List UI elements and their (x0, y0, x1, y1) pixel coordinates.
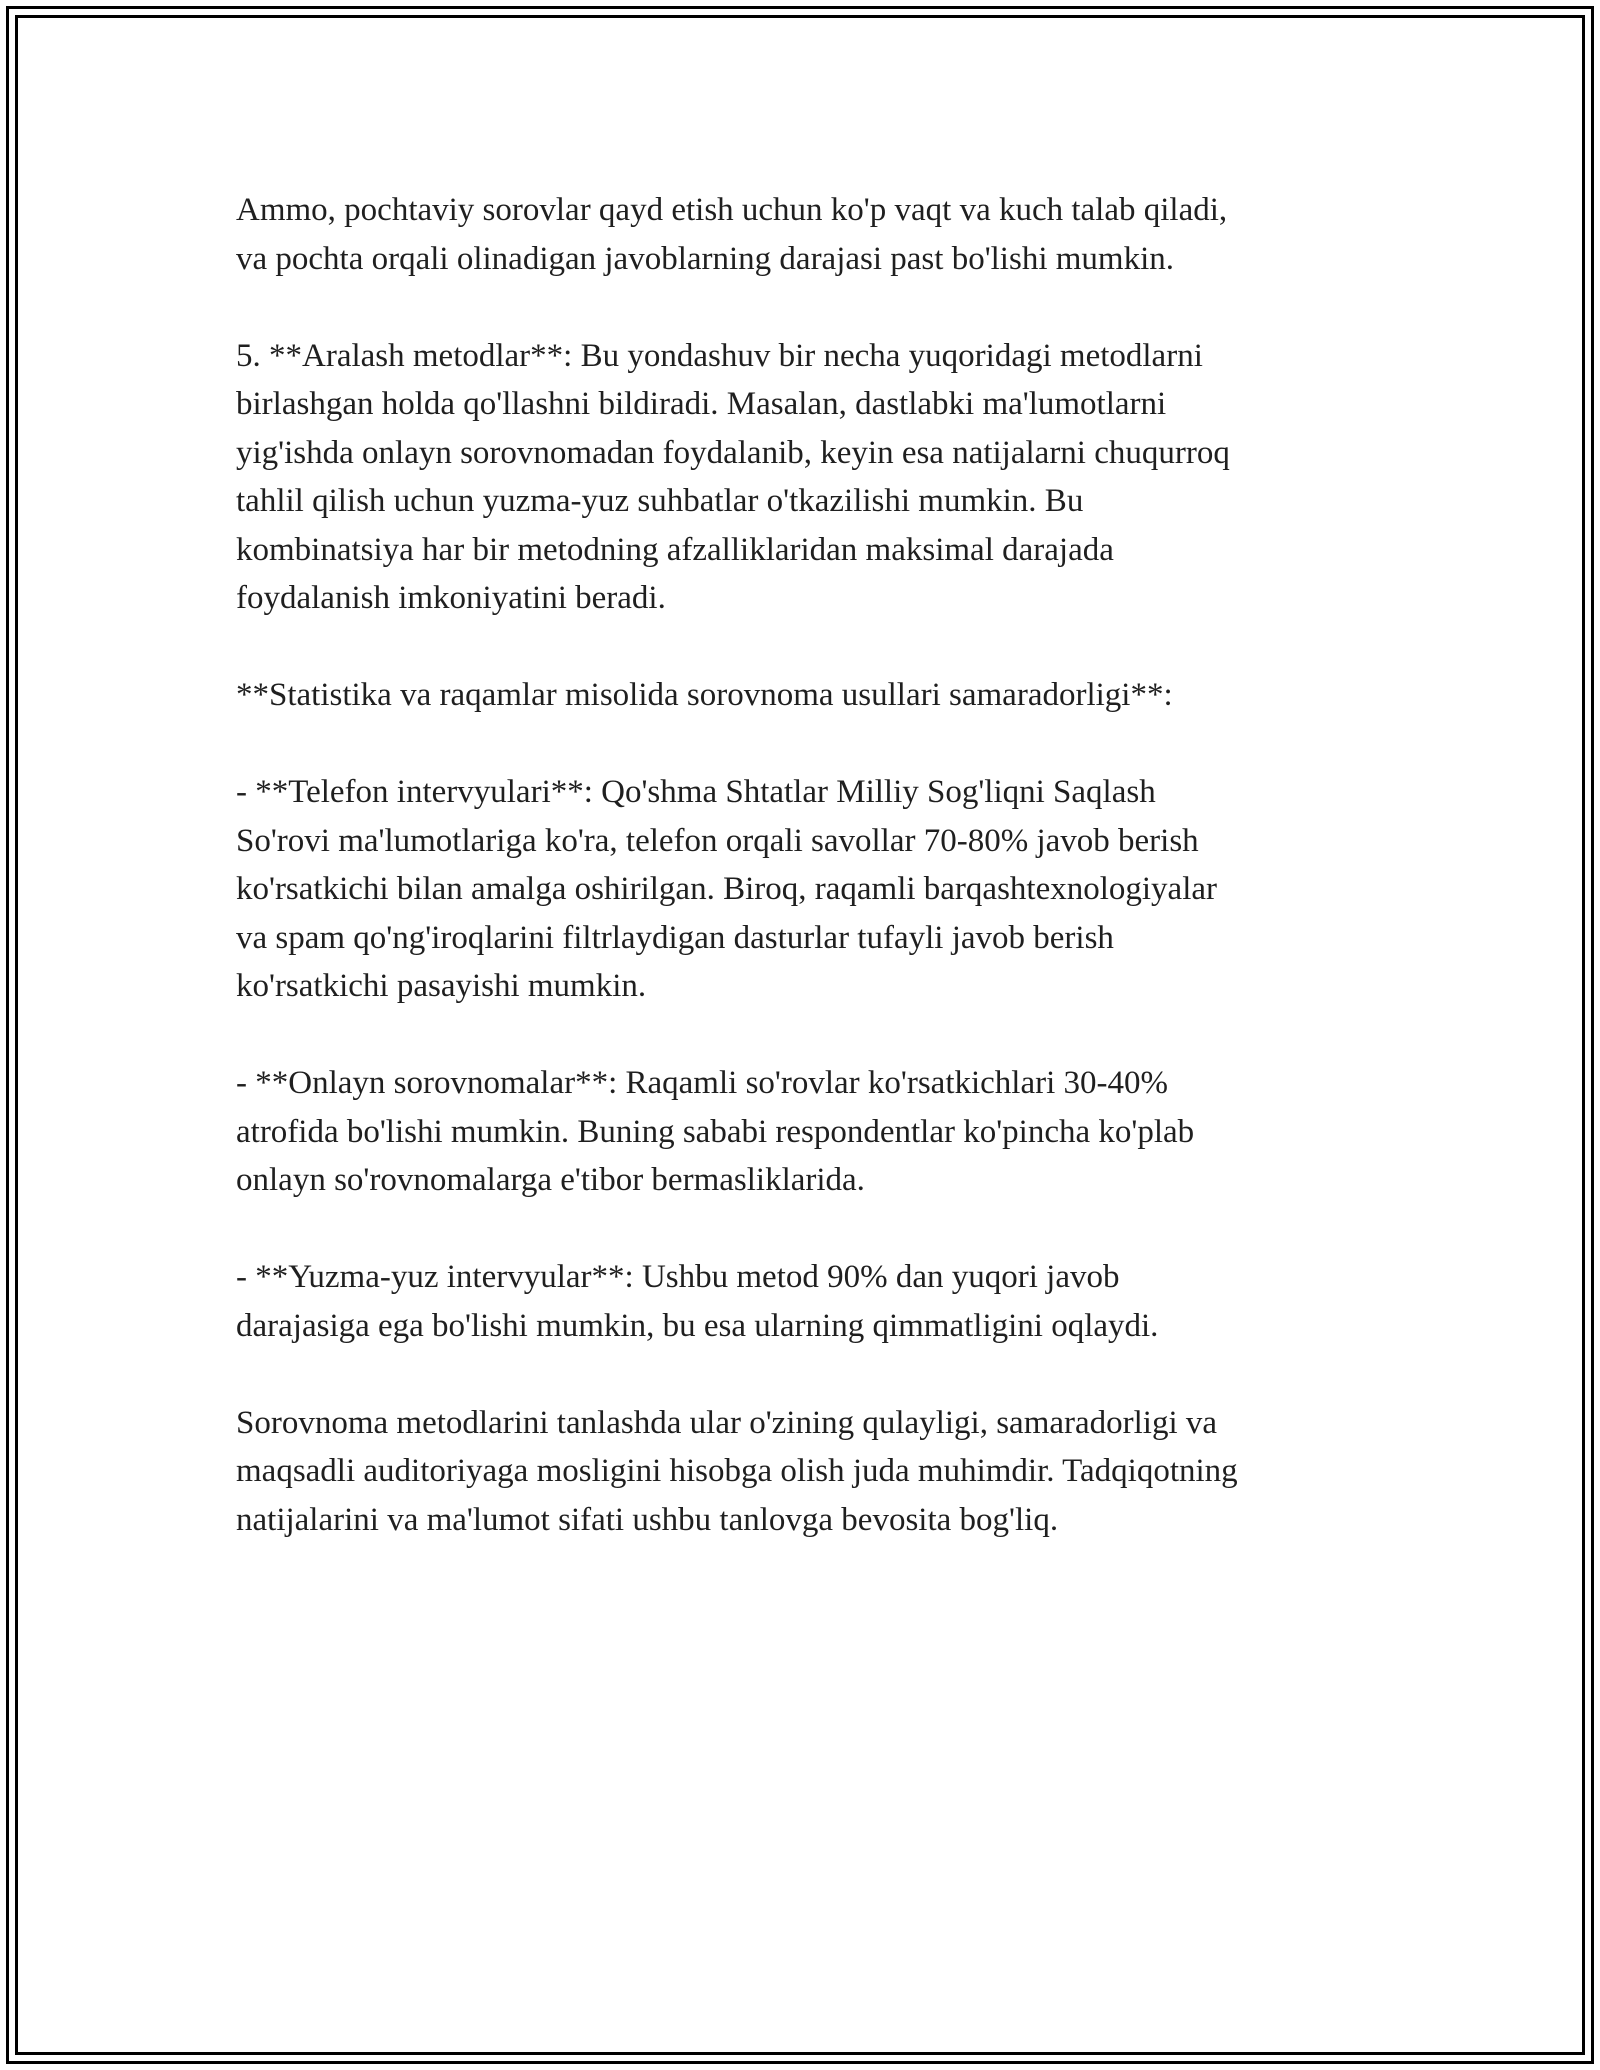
section-heading-statistics (236, 671, 1376, 720)
list-item-online-surveys (236, 1059, 1376, 1205)
text-line: - **Onlayn sorovnomalar**: Raqamli so'rovlar ko'rsatkichlari 30-40% (236, 1065, 1169, 1101)
text-line: atrofida bo'lishi mumkin. Buning sababi respondentlar ko'pincha ko'plab (236, 1113, 1195, 1150)
text-line: yig'ishda onlayn sorovnomadan foydalanib, keyin esa natijalarni chuqurroq (236, 434, 1230, 471)
text-line: Sorovnoma metodlarini tanlashda ular o'zining qulayligi, samaradorligi va (236, 1404, 1218, 1441)
text-line: kombinatsiya har bir metodning afzalliklaridan maksimal darajada (236, 531, 1114, 568)
paragraph-conclusion (236, 1399, 1376, 1545)
text-line: Ammo, pochtaviy sorovlar qayd etish uchun ko'p vaqt va kuch talab qiladi, (236, 192, 1228, 228)
paragraph-mixed-methods (236, 332, 1376, 623)
text-line: So'rovi ma'lumotlariga ko'ra, telefon orqali savollar 70-80% javob berish (236, 822, 1199, 859)
text-line: ko'rsatkichi bilan amalga oshirilgan. Biroq, raqamli barqashtexnologiyalar (236, 871, 1218, 907)
text-line: - **Telefon intervyulari**: Qo'shma Shtatlar Milliy Sog'liqni Saqlash (236, 774, 1156, 810)
text-line: darajasiga ega bo'lishi mumkin, bu esa ularning qimmatligini oqlaydi. (236, 1307, 1159, 1344)
list-item-face-to-face-interviews (236, 1253, 1376, 1350)
text-line: maqsadli auditoriyaga mosligini hisobga olish juda muhimdir. Tadqiqotning (236, 1453, 1238, 1489)
text-line: va pochta orqali olinadigan javoblarning darajasi past bo'lishi mumkin. (236, 240, 1174, 277)
text-line: tahlil qilish uchun yuzma-yuz suhbatlar o'tkazilishi mumkin. Bu (236, 483, 1084, 519)
text-line: **Statistika va raqamlar misolida sorovnoma usullari samaradorligi**: (236, 677, 1173, 713)
document-body (236, 186, 1376, 1593)
text-line: natijalarini va ma'lumot sifati ushbu tanlovga bevosita bog'liq. (236, 1501, 1059, 1538)
paragraph-postal-surveys (236, 186, 1376, 283)
text-line: birlashgan holda qo'llashni bildiradi. Masalan, dastlabki ma'lumotlarni (236, 386, 1167, 422)
text-line: foydalanish imkoniyatini beradi. (236, 580, 666, 616)
text-line: va spam qo'ng'iroqlarini filtrlaydigan dasturlar tufayli javob berish (236, 919, 1114, 956)
text-line: onlayn so'rovnomalarga e'tibor bermasliklarida. (236, 1162, 865, 1198)
list-item-telephone-interviews (236, 768, 1376, 1011)
text-line: - **Yuzma-yuz intervyular**: Ushbu metod 90% dan yuqori javob (236, 1259, 1120, 1295)
text-line: ko'rsatkichi pasayishi mumkin. (236, 968, 647, 1004)
text-line: 5. **Aralash metodlar**: Bu yondashuv bir necha yuqoridagi metodlarni (236, 337, 1203, 374)
